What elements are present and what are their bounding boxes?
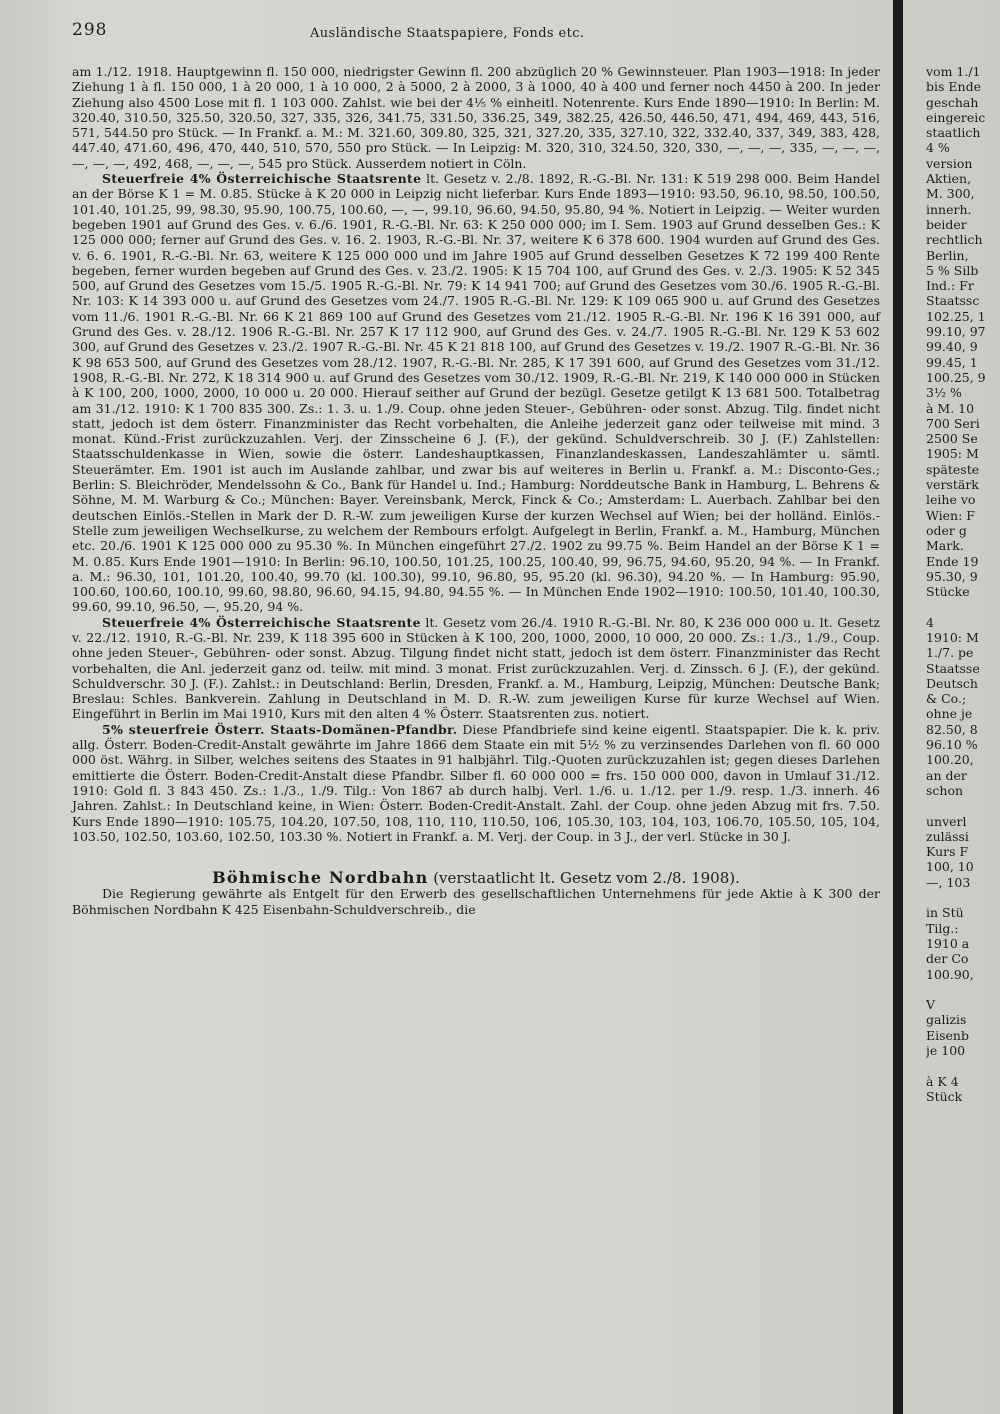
side-column-line: à M. 10	[926, 400, 975, 416]
side-column-line: 99.45, 1	[926, 354, 978, 370]
side-column-line: M. 300,	[926, 186, 975, 202]
side-column-line: 99.40, 9	[926, 339, 978, 355]
side-column-line: rechtlich	[926, 232, 983, 248]
side-column-line: galizis	[926, 1012, 967, 1028]
side-column-line: Mark.	[926, 538, 964, 554]
section-heading	[72, 870, 880, 886]
side-column-line: 95.30, 9	[926, 568, 978, 584]
side-column-line: 102.25, 1	[926, 308, 986, 324]
side-column-line: & Co.;	[926, 691, 967, 707]
paragraph-text: Diese Pfandbriefe sind keine eigentl. Staatspapier. Die k. k. priv. allg. Österr. Boden-Credit-Anstalt gewährte im Jahre 1866 dem Staate ein mit 5½ % zu verzinsendes Darlehen von fl. 60 000 000 öst. Währg. in Silber, welches seitens des Staates in 91 halbjährl. Tilg.-Quoten zurückzuzahlen ist; gegen dieses Darlehen emittierte die Österr. Boden-Credit-Anstalt diese Pfandbr. Silber fl. 60 000 000 = frs. 150 000 000, davon in Umlauf 31./12. 1910: Gold fl. 3 843 450. Zs.: 1./3., 1./9. Tilg.: Von 1867 ab durch halbj. Verl. 1./6. u. 1./12. per 1./9. resp. 1./3. innerh. 46 Jahren. Zahlst.: In Deutschland keine, in Wien: Österr. Boden-Credit-Anstalt. Zahl. der Coup. ohne jeden Abzug mit frs. 7.50. Kurs Ende 1890—1910: 105.75, 104.20, 107.50, 108, 110, 110, 110.50, 106, 105.30, 103, 104, 103, 106.70, 105.50, 105, 104, 103.50, 102.50, 103.60, 102.50, 103.30 %. Notiert in Frankf. a. M. Verj. der Coup. in 3 J., der verl. Stücke in 30 J.	[72, 721, 880, 844]
side-column-line: Deutsch	[926, 675, 978, 691]
side-column-line: à K 4	[926, 1073, 959, 1089]
side-column-line: 4 %	[926, 140, 950, 156]
side-column-line: eingereic	[926, 109, 986, 125]
side-column-line: in Stü	[926, 905, 964, 921]
paragraph-text: lt. Gesetz vom 26./4. 1910 R.-G.-Bl. Nr. 80, K 236 000 000 u. lt. Gesetz v. 22./12. 1910, R.-G.-Bl. Nr. 239, K 118 395 600 in Stücken à K 100, 200, 1000, 2000, 10 000, 20 000. Zs.: 1./3., 1./9., Coup. ohne jeden Steuer-, Gebühren- oder sonst. Abzug. Tilgung findet nicht statt, jedoch ist dem österr. Finanzminister das Recht vorbehalten, die Anl. jederzeit ganz od. teilw. mit mind. 3 monat. Frist zurückzuzahlen. Verj. d. Zinssch. 6 J. (F.), der gekünd. Schuldverschr. 30 J. (F.). Zahlst.: in Deutschland: Berlin, Dresden, Frankf. a. M., Hamburg, Leipzig, München: Deutsche Bank; Breslau: Schles. Bankverein. Zahlung in Deutschland in M. D. R.-W. zum jeweiligen Kurse für kurze Wechsel auf Wien. Eingeführt in Berlin im Mai 1910, Kurs mit den alten 4 % Österr. Staatsrenten zus. notiert.	[72, 614, 880, 722]
binding-gutter	[893, 0, 903, 1414]
side-column-line: unverl	[926, 813, 967, 829]
side-column-line: staatlich	[926, 125, 981, 141]
side-column-line: 1./7. pe	[926, 645, 974, 661]
section-title: Böhmische Nordbahn	[212, 868, 429, 888]
side-column-line	[926, 798, 1000, 813]
side-column-line: Tilg.:	[926, 920, 959, 936]
side-column-line	[926, 890, 1000, 905]
side-column-line: Eisenb	[926, 1027, 969, 1043]
side-column-line: 100, 10	[926, 859, 974, 875]
paragraph-staatsrente-1892	[72, 171, 880, 615]
side-column-line: V	[926, 997, 936, 1013]
side-column-line: 3½ %	[926, 385, 962, 401]
side-column-line: 100.90,	[926, 966, 974, 982]
side-column-line: 5 % Silb	[926, 262, 979, 278]
paragraph-text: lt. Gesetz v. 2./8. 1892, R.-G.-Bl. Nr. 131: K 519 298 000. Beim Handel an der Börse K 1 = M. 0.85. Stücke à K 20 000 in Leipzig nicht lieferbar. Kurs Ende 1893—1910: 93.50, 96.10, 98.50, 100.50, 101.40, 101.25, 99, 98.30, 95.90, 100.75, 100.60, —, —, 99.10, 96.60, 94.50, 95.80, 94 %. Notiert in Leipzig. — Weiter wurden begeben 1901 auf Grund des Ges. v. 6./6. 1901, R.-G.-Bl. Nr. 63: K 250 000 000; im I. Sem. 1903 auf Grund desselben Ges.: K 125 000 000; ferner auf Grund des Ges. v. 16. 2. 1903, R.-G.-Bl. Nr. 37, weitere K 6 378 600. 1904 wurden auf Grund des Ges. v. 6. 6. 1901, R.-G.-Bl. Nr. 63, weitere K 125 000 000 und im Jahre 1905 auf Grund desselben Gesetzes K 72 199 400 Rente begeben, ferner wurden begeben auf Grund des Ges. v. 23./2. 1905: K 15 704 100, auf Grund des Ges. v. 2./3. 1905: K 52 345 500, auf Grund des Gesetzes vom 15./5. 1905 R.-G.-Bl. Nr. 79: K 14 941 700; auf Grund des Gesetzes vom 30./6. 1905 R.-G.-Bl. Nr. 103: K 14 393 000 u. auf Grund des Gesetzes vom 24./7. 1905 R.-G.-Bl. Nr. 129: K 109 065 900 u. auf Grund des Gesetzes vom 11./6. 1901 R.-G.-Bl. Nr. 66 K 21 869 100 auf Grund des Gesetzes vom 21./12. 1905 R.-G.-Bl. Nr. 196 K 16 391 000, auf Grund des Ges. v. 28./12. 1906 R.-G.-Bl. Nr. 257 K 17 112 900, auf Grund des Ges. v. 24./7. 1905 R.-G.-Bl. Nr. 129 K 53 602 300, auf Grund des Gesetzes v. 23./2. 1907 R.-G.-Bl. Nr. 45 K 21 818 100, auf Grund des Gesetzes v. 19./2. 1907 R.-G.-Bl. Nr. 36 K 98 653 500, auf Grund des Gesetzes vom 28./12. 1907, R.-G.-Bl. Nr. 285, K 17 391 600, auf Grund des Gesetzes vom 31./12. 1908, R.-G.-Bl. Nr. 272, K 18 314 900 u. auf Grund des Gesetzes vom 30./12. 1909, R.-G.-Bl. Nr. 219, K 140 000 000 in Stücken à K 100, 200, 1000, 2000, 10 000 u. 20 000. Hierauf seither auf Grund der bezügl. Gesetze getilgt K 13 681 500. Totalbetrag am 31./12. 1910: K 1 700 835 300. Zs.: 1. 3. u. 1./9. Coup. ohne jeden Steuer-, Gebühren- oder sonst. Abzug. Tilg. findet nicht statt, jedoch ist dem österr. Finanzminister das Recht vorbehalten, die Anleihe jederzeit ganz oder teilweise mit mind. 3 monat. Künd.-Frist zurückzuzahlen. Verj. der Zinsscheine 6 J. (F.), der gekünd. Schuldverschreib. 30 J. (F.) Zahlstellen: Staatsschuldenkasse in Wien, sowie die österr. Landeshauptkassen, Finanzlandeskassen, Landeszahlämter u. sämtl. Steuerämter. Em. 1901 ist auch im Auslande zahlbar, und zwar bis auf weiteres in Berlin u. Frankf. a. M.: Disconto-Ges.; Berlin: S. Bleichröder, Mendelssohn & Co., Bank für Handel u. Ind.; Hamburg: Norddeutsche Bank in Hamburg, L. Behrens & Söhne, M. M. Warburg & Co.; München: Bayer. Vereinsbank, Merck, Finck & Co.; Amsterdam: L. Auerbach. Zahlbar bei den deutschen Einlös.-Stellen in Mark der D. R.-W. zum jeweiligen Kurse der kurzen Wechsel auf Wien; bei der holländ. Einlös.-Stelle zum jeweiligen Wechselkurse, zu welchem der Rembours erfolgt. Aufgelegt in Berlin, Frankf. a. M., Hamburg, München etc. 20./6. 1901 K 125 000 000 zu 95.30 %. In München eingeführt 27./2. 1902 zu 99.75 %. Beim Handel an der Börse K 1 = M. 0.85. Kurs Ende 1901—1910: In Berlin: 96.10, 100.50, 101.25, 100.25, 100.40, 99, 96.75, 94.60, 95.20, 94 %. — In Frankf. a. M.: 96.30, 101, 101.20, 100.40, 99.70 (kl. 100.30), 99.10, 96.80, 95, 95.20 (kl. 96.30), 94.20 %. — In Hamburg: 95.90, 100.60, 100.60, 100.10, 99.60, 98.80, 96.60, 94.15, 94.80, 94.55 %. — In München Ende 1902—1910: 100.50, 101.40, 100.30, 99.60, 99.10, 96.50, —, 95.20, 94 %.	[72, 171, 880, 615]
side-column-line: 1910: M	[926, 629, 979, 645]
side-column-line: 4	[926, 614, 934, 630]
side-column-line: —, 103	[926, 874, 971, 890]
side-column-line: zulässi	[926, 828, 969, 844]
side-column-line: innerh.	[926, 201, 972, 217]
side-column-line: bis Ende	[926, 79, 981, 95]
side-column-line: version	[926, 155, 973, 171]
paragraph-staatsrente-1910	[72, 615, 880, 722]
paragraph-lottery	[72, 64, 880, 171]
side-column-line: Aktien,	[926, 171, 972, 187]
side-column-line: geschah	[926, 94, 979, 110]
side-column-line: leihe vo	[926, 492, 976, 508]
section-subtitle: (verstaatlicht lt. Gesetz vom 2./8. 1908).	[433, 869, 740, 888]
side-column-line: Stücke	[926, 584, 970, 600]
side-column-line: 700 Seri	[926, 415, 980, 431]
paragraph-heading: 5% steuerfreie Österr. Staats-Domänen-Pfandbr.	[102, 721, 458, 737]
side-column-line: 100.25, 9	[926, 369, 986, 385]
paragraph-domaenen-pfandbrief	[72, 722, 880, 844]
side-column-line: ohne je	[926, 706, 973, 722]
side-column-line: an der	[926, 767, 967, 783]
side-column-line: Staatssc	[926, 293, 980, 309]
side-column-line	[926, 1058, 1000, 1073]
side-column-line: der Co	[926, 951, 969, 967]
side-column-line: je 100	[926, 1043, 966, 1058]
side-column-line: verstärk	[926, 477, 979, 493]
side-column-line: 1905: M	[926, 446, 979, 462]
side-column-line: 82.50, 8	[926, 721, 978, 737]
side-column-line: 1910 a	[926, 935, 970, 951]
side-column-line: 100.20,	[926, 752, 974, 768]
paragraph-heading: Steuerfreie 4% Österreichische Staatsrente	[102, 614, 421, 630]
side-column-line: Ind.: Fr	[926, 278, 974, 294]
side-column-line: schon	[926, 782, 964, 798]
side-column-line: oder g	[926, 522, 967, 538]
paragraph-text: am 1./12. 1918. Hauptgewinn fl. 150 000, niedrigster Gewinn fl. 200 abzüglich 20 % Gewinnsteuer. Plan 1903—1918: In jeder Ziehung 1 à fl. 150 000, 1 à 20 000, 1 à 10 000, 2 à 5000, 2 à 2000, 3 à 1000, 40 à 400 und ferner noch 4450 à 200. In jeder Ziehung also 4500 Lose mit fl. 1 103 000. Zahlst. wie bei der 4⅕ % einheitl. Notenrente. Kurs Ende 1890—1910: In Berlin: M. 320.40, 310.50, 325.50, 320.50, 327, 335, 326, 341.75, 331.50, 336.25, 349, 382.25, 426.50, 446.50, 471, 494, 469, 443, 516, 571, 544.50 pro Stück. — In Frankf. a. M.: M. 321.60, 309.80, 325, 321, 327.20, 335, 327.10, 322, 332.40, 337, 349, 383, 428, 447.40, 471.60, 496, 470, 440, 510, 570, 550 pro Stück. — In Leipzig: M. 320, 310, 324.50, 320, 330, —, —, —, 335, —, —, —, —, —, —, 492, 468, —, —, —, 545 pro Stück. Ausserdem notiert in Cöln.	[72, 64, 880, 171]
side-column-line	[926, 599, 1000, 614]
side-column-line: Kurs F	[926, 844, 969, 860]
running-header: Ausländische Staatspapiere, Fonds etc.	[310, 26, 585, 41]
side-column-line: Staatsse	[926, 660, 980, 676]
side-column-line: Berlin,	[926, 247, 969, 263]
side-column-line: 99.10, 97	[926, 324, 986, 340]
side-column-line: 96.10 %	[926, 737, 978, 753]
side-column-line: Wien: F	[926, 507, 975, 523]
side-column-line: beider	[926, 216, 967, 232]
paragraph-nordbahn	[72, 886, 880, 917]
main-column	[72, 64, 880, 917]
side-column-line: Ende 19	[926, 553, 979, 569]
page-number: 298	[72, 20, 108, 40]
side-column-line: 2500 Se	[926, 431, 978, 447]
adjacent-page-column	[926, 64, 1000, 1104]
side-column-line	[926, 982, 1000, 997]
side-column-line: späteste	[926, 461, 980, 477]
paragraph-heading: Steuerfreie 4% Österreichische Staatsrente	[102, 171, 422, 187]
side-column-line: vom 1./1	[926, 64, 981, 79]
paragraph-text: Die Regierung gewährte als Entgelt für den Erwerb des gesellschaftlichen Unternehmens für jede Aktie à K 300 der Böhmischen Nordbahn K 425 Eisenbahn-Schuldverschreib., die	[72, 886, 880, 917]
side-column-line: Stück	[926, 1088, 963, 1104]
